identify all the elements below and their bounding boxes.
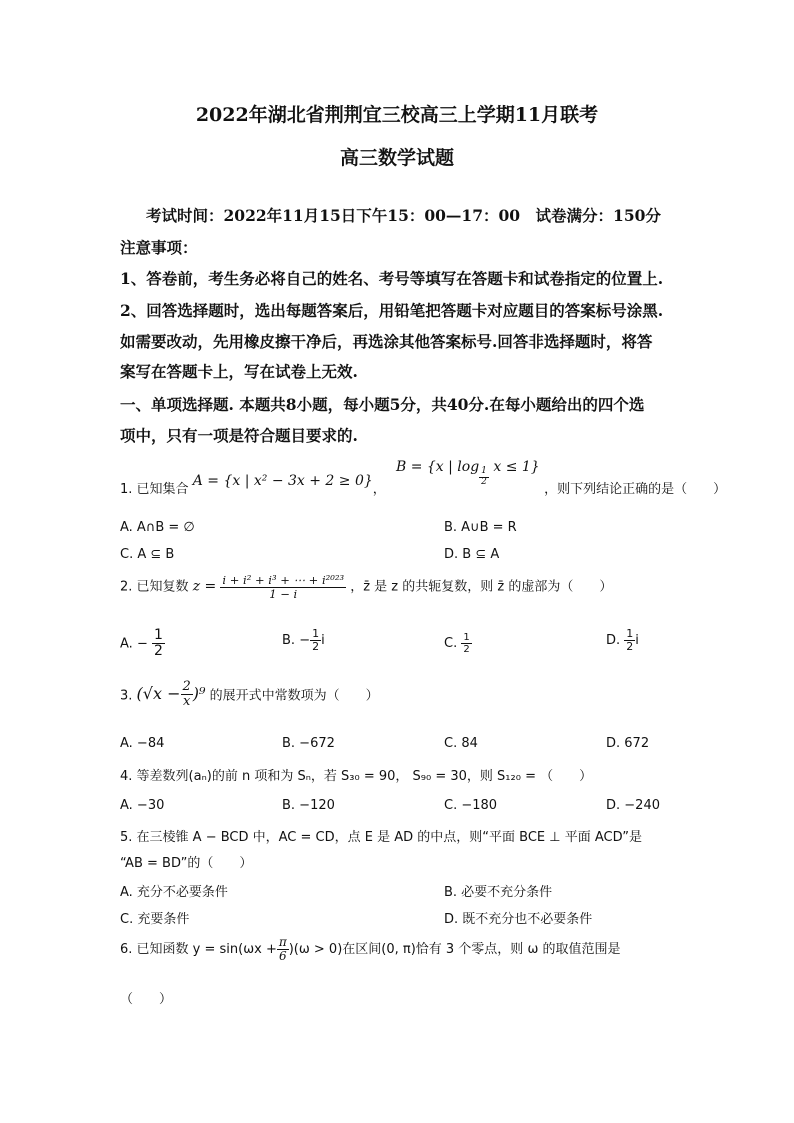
set-b-expression [395,459,544,487]
question-stem: 的展开式中常数项为（ ） [209,688,379,704]
question-stem: 已知集合 [136,482,189,497]
fraction-numerator: 2 [182,679,191,694]
option-d: D. −240 [606,798,660,813]
option-suffix: i [321,633,325,649]
expression-left: (√x − [136,684,181,704]
complex-fraction [220,574,346,600]
option-sign: − [299,633,311,649]
question-number: 2. [120,579,133,595]
question-5-line-2: “AB = BD”的（ ） [120,856,253,871]
option-a: A. −84 [120,736,165,751]
option-a: A. 充分不必要条件 [120,885,228,900]
separator: ， [372,482,386,497]
question-stem-end: ，则下列结论正确的是（ ） [544,482,727,497]
set-a-expression: A = {x | x² − 3x + 2 ≥ 0} [192,473,373,489]
fraction-denominator: 6 [278,949,287,964]
question-3 [120,680,379,710]
question-number: 6. [120,942,133,958]
option-d [606,628,639,653]
question-stem-start: 已知函数 y = sin(ωx + [136,942,277,958]
fraction-numerator: 1 [153,627,163,643]
option-fraction [461,632,471,655]
section-heading-line-2: 项中，只有一项是符合题目要求的. [120,426,358,445]
option-fraction [624,628,635,653]
fraction-denominator: 2 [626,640,634,654]
question-number: 5. [120,830,133,845]
page-subtitle: 高三数学试题 [339,147,454,169]
question-number: 3. [120,688,133,704]
option-c: C. 充要条件 [120,912,190,927]
option-d: D. 既不充分也不必要条件 [444,912,593,927]
exam-info: 考试时间：2022年11月15日下午15：00—17：00 试卷满分：150分 [146,206,661,225]
option-label: C. [444,636,458,651]
option-fraction [310,628,321,653]
question-number: 1. [120,482,133,497]
question-6-line-2: （ ） [120,992,173,1007]
notice-item-2-line-2: 如需要改动，先用橡皮擦干净后，再选涂其他答案标号.回答非选择题时，将答 [120,332,653,351]
page-title: 2022年湖北省荆荆宜三校高三上学期11月联考 [195,104,599,126]
question-1 [120,459,727,499]
option-c: C. 84 [444,736,478,751]
option-suffix: i [635,633,639,649]
question-stem: 等差数列(aₙ)的前 n 项和为 Sₙ，若 S₃₀ = 90， S₉₀ = 30，则 S₁₂₀ = （ ） [136,769,593,784]
phase-fraction [277,936,289,963]
fraction-numerator: 1 [626,627,634,640]
option-b: B. −120 [282,798,335,813]
question-stem-end: )(ω > 0)在区间(0, π)恰有 3 个零点，则 ω 的取值范围是 [288,942,621,958]
question-4 [120,765,592,784]
fraction-numerator: i + i² + i³ + ⋯ + i²⁰²³ [222,573,345,587]
option-c: C. −180 [444,798,498,813]
question-6 [120,936,620,963]
notice-heading: 注意事项： [120,238,198,257]
fraction-numerator: 1 [463,632,470,643]
option-d: D. B ⊆ A [444,547,500,562]
fraction-denominator: 2 [153,643,163,660]
question-stem-end: ，z̄ 是 z 的共轭复数，则 z̄ 的虚部为（ ） [350,579,613,595]
option-a [120,628,165,660]
question-number: 4. [120,769,133,784]
notice-item-1: 1、答卷前，考生务必将自己的姓名、考号等填写在答题卡和试卷指定的位置上. [120,269,664,288]
section-heading-line-1: 一、单项选择题. 本题共8小题，每小题5分，共40分.在每小题给出的四个选 [120,395,645,414]
option-label: D. [606,633,621,649]
fraction-denominator: x [182,694,191,710]
fraction-numerator: π [278,935,287,949]
question-2 [120,574,612,600]
option-b: B. −672 [282,736,335,751]
notice-item-2-line-3: 案写在答题卡上，写在试卷上无效. [120,362,358,381]
fraction-denominator: 2 [312,640,320,654]
log-base-fraction [479,467,489,488]
option-fraction [152,628,165,660]
notice-item-2-line-1: 2、回答选择题时，选出每题答案后，用铅笔把答题卡对应题目的答案标号涂黑. [120,301,664,320]
set-b-right: x ≤ 1} [488,459,540,475]
option-b [282,628,325,653]
option-b: B. A∪B = R [444,520,517,535]
option-label: B. [282,633,296,649]
binomial-expression [136,679,206,710]
set-b-left: B = {x | log [395,459,480,475]
fraction-denominator: 1 − i [269,586,298,601]
question-stem: 已知复数 [136,579,189,595]
fraction-numerator: 1 [312,627,320,640]
fraction-denominator: 2 [463,644,470,655]
option-a: A. A∩B = ∅ [120,520,195,535]
z-equals: z = [192,578,217,595]
option-d: D. 672 [606,736,650,751]
option-label: A. [120,636,133,652]
fraction-denominator: 2 [481,476,487,487]
option-b: B. 必要不充分条件 [444,885,553,900]
option-c [444,632,472,655]
question-stem-line-1: 在三棱锥 A − BCD 中，AC = CD，点 E 是 AD 的中点，则“平面 BCE ⊥ 平面 ACD”是 [136,830,642,845]
expression-fraction [181,680,193,710]
option-sign: − [136,636,148,652]
expression-right: )⁹ [192,684,206,704]
question-5 [120,826,642,845]
option-a: A. −30 [120,798,165,813]
fraction-numerator: 1 [481,465,487,476]
option-c: C. A ⊆ B [120,547,175,562]
